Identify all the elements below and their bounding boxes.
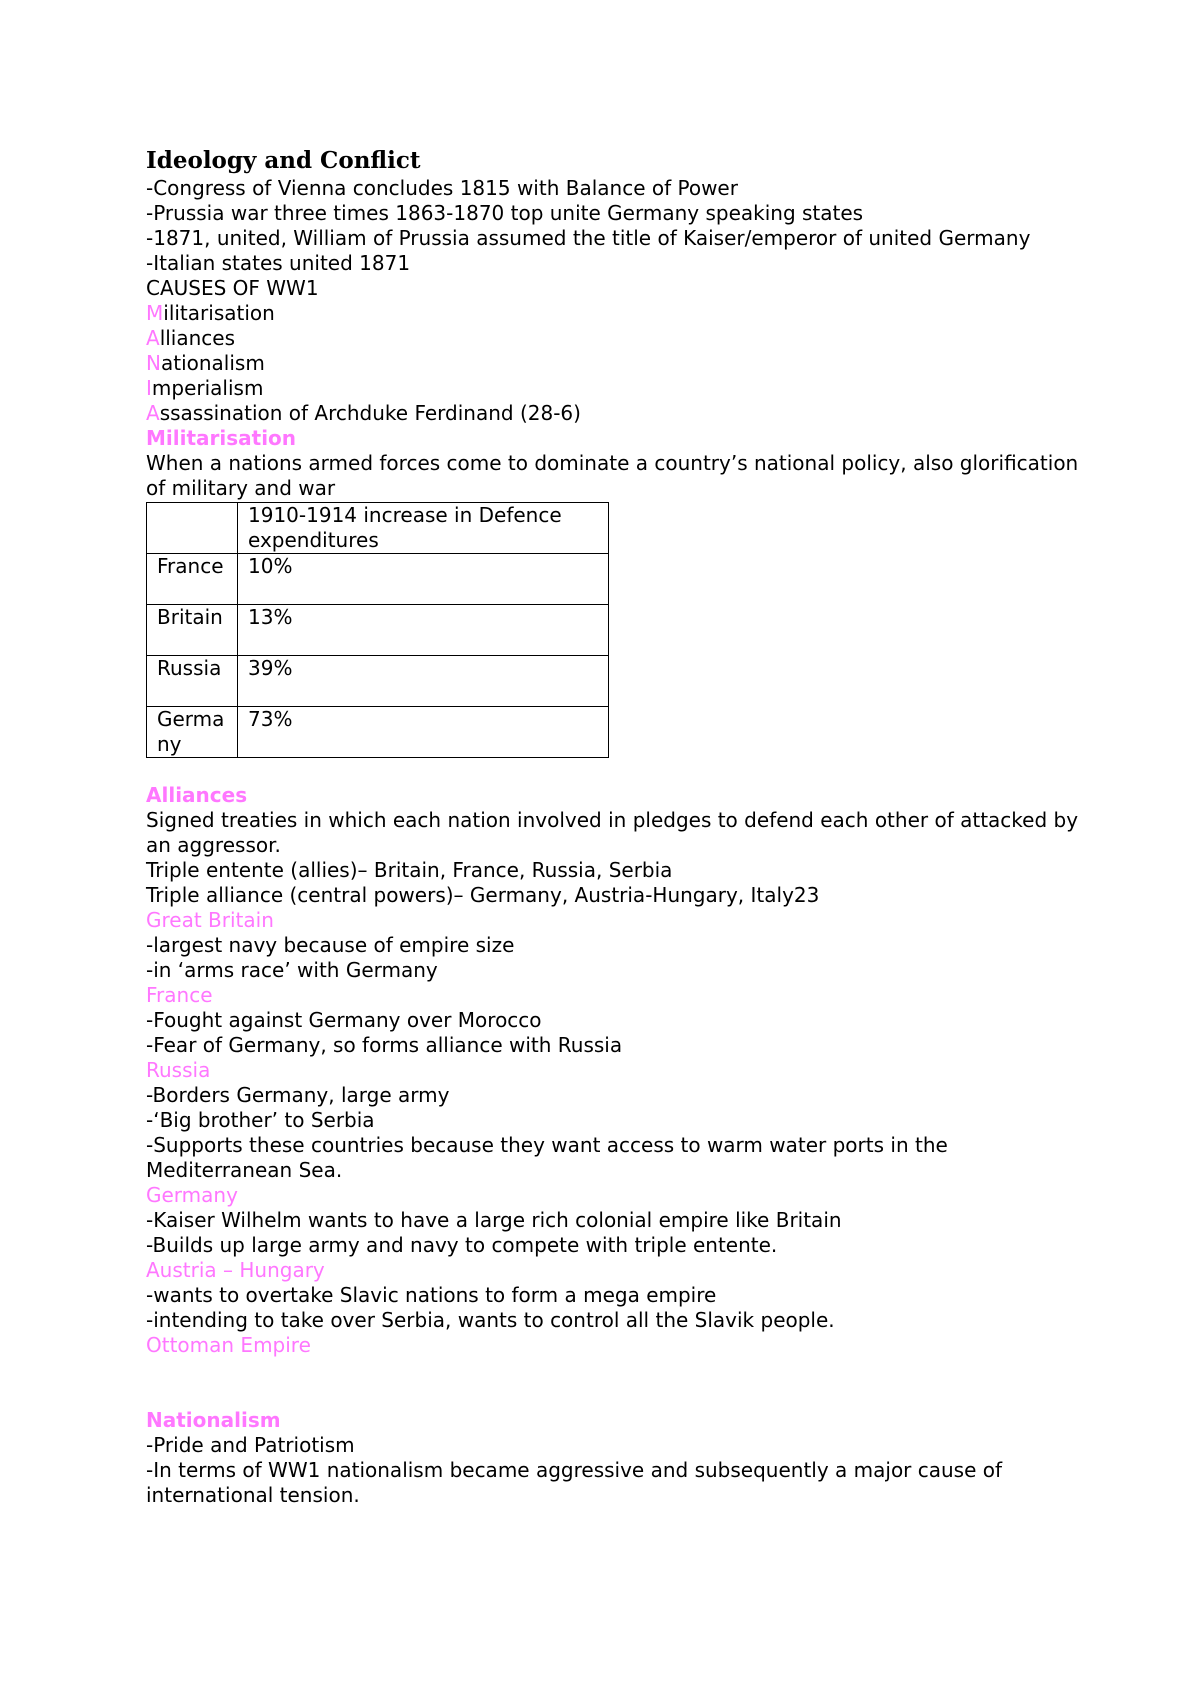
- country-heading: Ottoman Empire: [146, 1333, 311, 1357]
- alliances-line: Triple entente (allies)– Britain, France, Russia, Serbia: [146, 858, 673, 882]
- alliances-heading: Alliances: [146, 783, 248, 807]
- country-point: -Supports these countries because they want access to warm water ports in the Mediterranean Sea.: [146, 1133, 955, 1182]
- defence-table: [146, 502, 609, 758]
- alliances-line: Triple alliance (central powers)– Germany, Austria-Hungary, Italy23: [146, 883, 820, 907]
- acronym-rest: lliances: [159, 326, 236, 350]
- table-cell-value: 39%: [238, 656, 609, 707]
- acronym-item: [146, 351, 1086, 376]
- table-header-cell: [147, 503, 238, 554]
- intro-line: -Prussia war three times 1863-1870 top unite Germany speaking states: [146, 201, 864, 225]
- acronym-rest: mperialism: [151, 376, 264, 400]
- acronym-item: [146, 376, 1086, 401]
- table-cell-value: 13%: [238, 605, 609, 656]
- country-point: -Fear of Germany, so forms alliance with Russia: [146, 1033, 623, 1057]
- country-heading: France: [146, 983, 213, 1007]
- country-point: -largest navy because of empire size: [146, 933, 515, 957]
- table-header-row: [147, 503, 609, 554]
- spacer: [146, 1358, 1086, 1408]
- intro-line: -Congress of Vienna concludes 1815 with Balance of Power: [146, 176, 738, 200]
- alliances-line: Signed treaties in which each nation involved in pledges to defend each other of attacked by an aggressor.: [146, 808, 1085, 857]
- acronym-rest: ationalism: [160, 351, 265, 375]
- document-title: Ideology and Conflict: [146, 147, 421, 174]
- acronym-item: [146, 326, 1086, 351]
- acronym-rest: ilitarisation: [163, 301, 275, 325]
- acronym-item: [146, 301, 1086, 326]
- document-page: [146, 146, 1086, 1508]
- militarisation-text: When a nations armed forces come to dominate a country’s national policy, also glorification of military and war: [146, 451, 1085, 500]
- acronym-letter: M: [146, 301, 164, 325]
- nationalism-line: -In terms of WW1 nationalism became aggressive and subsequently a major cause of international tension.: [146, 1458, 1009, 1507]
- country-point: -Builds up large army and navy to compete with triple entente.: [146, 1233, 778, 1257]
- table-cell-country: Germany: [147, 707, 238, 758]
- table-cell-country: France: [147, 554, 238, 605]
- table-cell-country: Britain: [147, 605, 238, 656]
- militarisation-heading: Militarisation: [146, 426, 297, 450]
- acronym-item: [146, 401, 1086, 426]
- acronym-rest: ssassination of Archduke Ferdinand (28-6): [159, 401, 581, 425]
- causes-heading: CAUSES OF WW1: [146, 276, 319, 300]
- country-point: -Borders Germany, large army: [146, 1083, 450, 1107]
- table-row: [147, 707, 609, 758]
- country-point: -wants to overtake Slavic nations to form a mega empire: [146, 1283, 717, 1307]
- country-point: -intending to take over Serbia, wants to control all the Slavik people.: [146, 1308, 835, 1332]
- country-heading: Austria – Hungary: [146, 1258, 325, 1282]
- acronym-letter: A: [146, 326, 160, 350]
- intro-line: -Italian states united 1871: [146, 251, 411, 275]
- nationalism-line: -Pride and Patriotism: [146, 1433, 355, 1457]
- country-point: -‘Big brother’ to Serbia: [146, 1108, 375, 1132]
- table-cell-value: 10%: [238, 554, 609, 605]
- table-row: [147, 656, 609, 707]
- intro-line: -1871, united, William of Prussia assumed the title of Kaiser/emperor of united Germany: [146, 226, 1031, 250]
- table-cell-value: 73%: [238, 707, 609, 758]
- acronym-letter: I: [146, 376, 152, 400]
- nationalism-heading: Nationalism: [146, 1408, 281, 1432]
- table-cell-country: Russia: [147, 656, 238, 707]
- country-point: -Fought against Germany over Morocco: [146, 1008, 542, 1032]
- country-heading: Russia: [146, 1058, 211, 1082]
- country-heading: Germany: [146, 1183, 238, 1207]
- table-row: [147, 554, 609, 605]
- acronym-letter: A: [146, 401, 160, 425]
- country-point: -in ‘arms race’ with Germany: [146, 958, 438, 982]
- acronym-letter: N: [146, 351, 161, 375]
- table-row: [147, 605, 609, 656]
- country-heading: Great Britain: [146, 908, 274, 932]
- table-header-cell: 1910-1914 increase in Defence expenditures: [238, 503, 609, 554]
- country-point: -Kaiser Wilhelm wants to have a large rich colonial empire like Britain: [146, 1208, 842, 1232]
